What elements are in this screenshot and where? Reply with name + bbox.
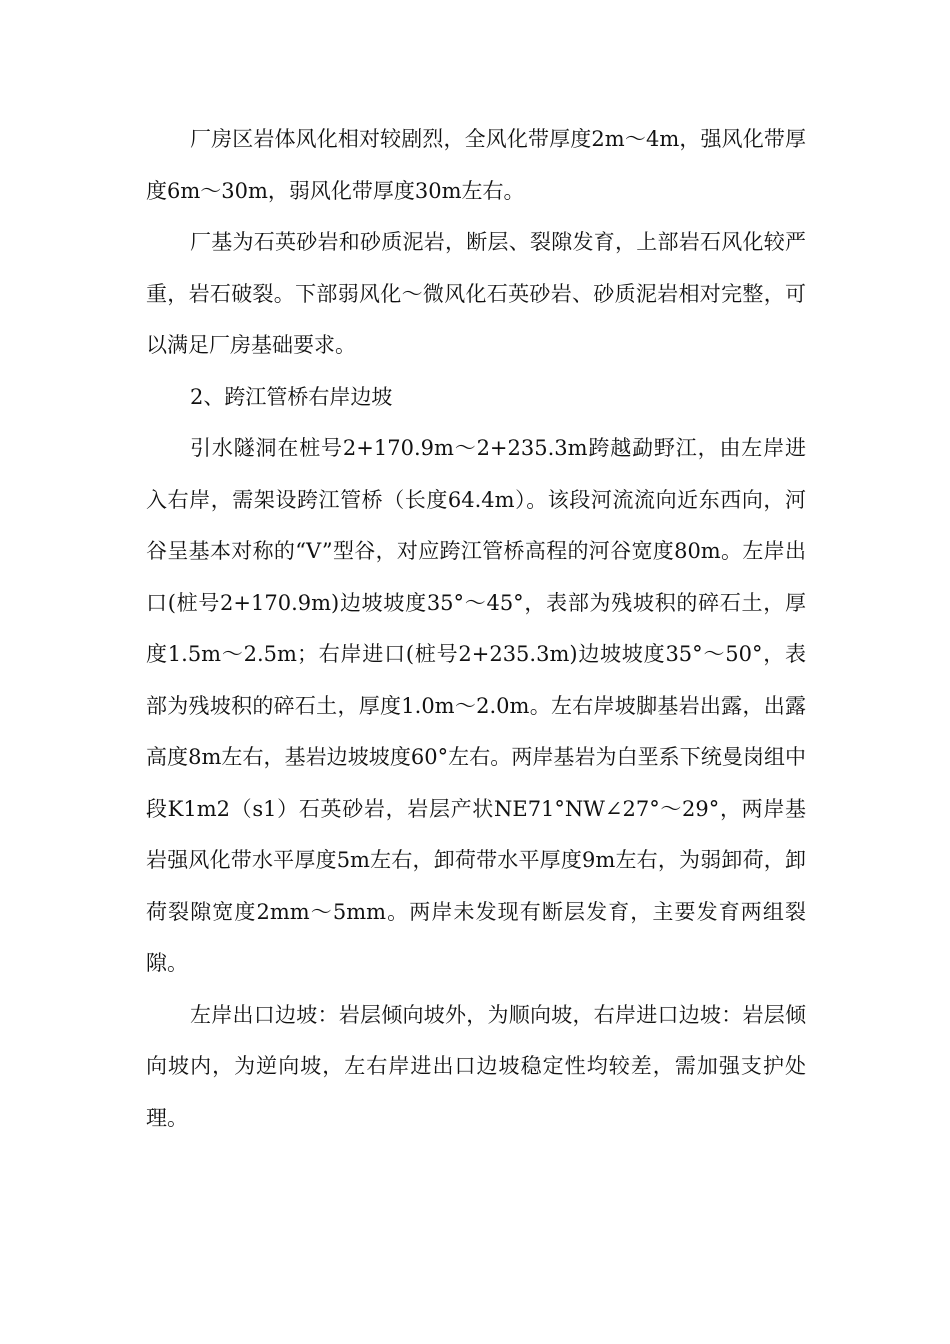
paragraph-tunnel-crossing: 引水隧洞在桩号2+170.9m～2+235.3m跨越勐野江，由左岸进入右岸，需架设跨江管桥（长度64.4m）。该段河流流向近东西向，河谷呈基本对称的“V”型谷，对应跨江管桥高程的河谷宽度80m。左岸出口(桩号2+170.9m)边坡坡度35°～45°，表部为残坡积的碎石土，厚度1.5m～2.5m；右岸进口(桩号2+235.3m)边坡坡度35°～50°，表部为残坡积的碎石土，厚度1.0m～2.0m。左右岸坡脚基岩出露，出露高度8m左右，基岩边坡坡度60°左右。两岸基岩为白垩系下统曼岗组中段K1m2（s1）石英砂岩，岩层产状NE71°NW∠27°～29°，两岸基岩强风化带水平厚度5m左右，卸荷带水平厚度9m左右，为弱卸荷，卸荷裂隙宽度2mm～5mm。两岸未发现有断层发育，主要发育两组裂隙。 [146, 436, 806, 975]
section-heading-bridge-slope: 2、跨江管桥右岸边坡 [190, 384, 393, 409]
document-body [146, 114, 806, 1144]
paragraph-slope-stability: 左岸出口边坡：岩层倾向坡外，为顺向坡，右岸进口边坡：岩层倾向坡内，为逆向坡，左右岸进出口边坡稳定性均较差，需加强支护处理。 [146, 1002, 806, 1130]
paragraph-weathering: 厂房区岩体风化相对较剧烈，全风化带厚度2m～4m，强风化带厚度6m～30m，弱风化带厚度30m左右。 [146, 127, 806, 203]
paragraph-foundation: 厂基为石英砂岩和砂质泥岩，断层、裂隙发育，上部岩石风化较严重，岩石破裂。下部弱风化～微风化石英砂岩、砂质泥岩相对完整，可以满足厂房基础要求。 [146, 230, 806, 357]
